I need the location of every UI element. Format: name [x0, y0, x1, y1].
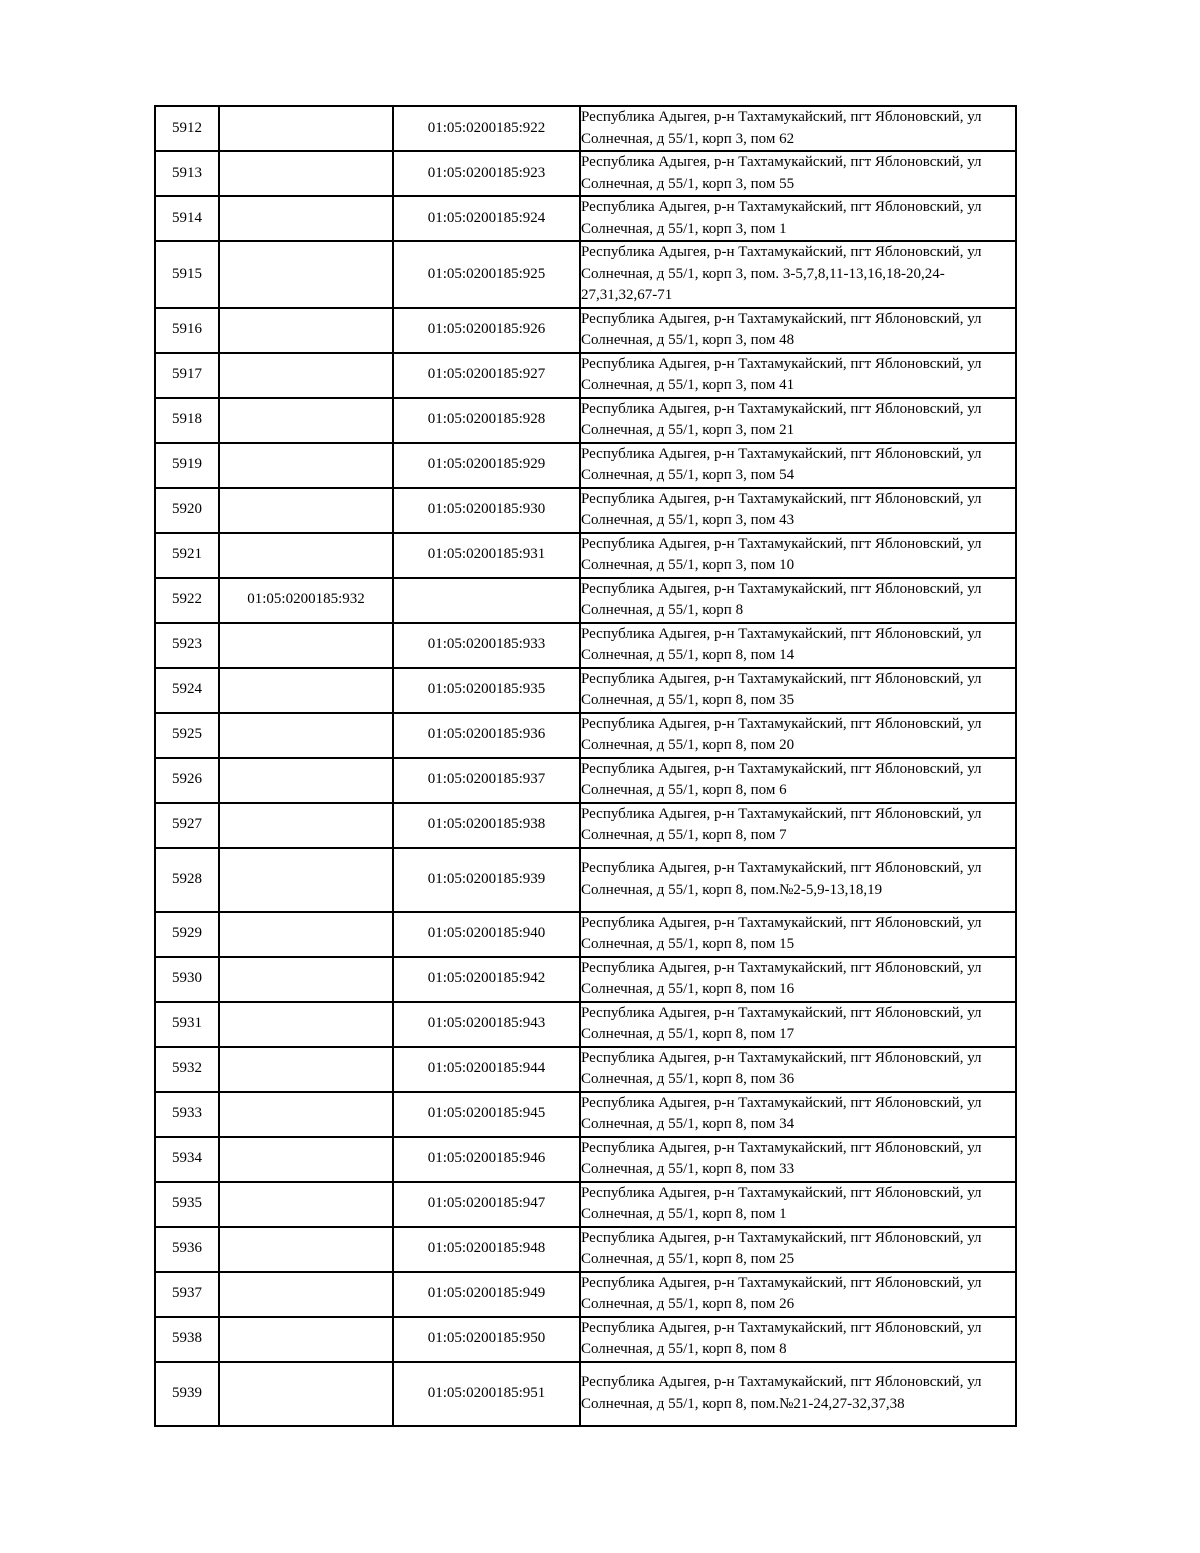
row-number-cell: 5931	[155, 1002, 219, 1047]
address-cell	[580, 151, 1016, 196]
table-row	[155, 443, 1016, 488]
row-number-cell: 5917	[155, 353, 219, 398]
table-row	[155, 196, 1016, 241]
address-text: Республика Адыгея, р-н Тахтамукайский, пгт Яблоновский, ул Солнечная, д 55/1, корп 3, пом 1	[581, 199, 982, 237]
address-cell	[580, 803, 1016, 848]
table-row	[155, 353, 1016, 398]
cadastral-number-cell: 01:05:0200185:939	[393, 848, 580, 912]
table-row	[155, 1047, 1016, 1092]
address-cell	[580, 443, 1016, 488]
parent-cadastral-cell	[219, 848, 393, 912]
parent-cadastral-cell	[219, 668, 393, 713]
row-number-cell: 5929	[155, 912, 219, 957]
cadastral-number-cell: 01:05:0200185:951	[393, 1362, 580, 1426]
parent-cadastral-cell: 01:05:0200185:932	[219, 578, 393, 623]
row-number-cell: 5923	[155, 623, 219, 668]
row-number-cell: 5918	[155, 398, 219, 443]
cadastral-number-cell: 01:05:0200185:950	[393, 1317, 580, 1362]
cadastral-number-cell: 01:05:0200185:931	[393, 533, 580, 578]
cadastral-number-cell: 01:05:0200185:923	[393, 151, 580, 196]
address-text: Республика Адыгея, р-н Тахтамукайский, пгт Яблоновский, ул Солнечная, д 55/1, корп 8, пом 35	[581, 670, 982, 708]
row-number-cell: 5930	[155, 957, 219, 1002]
table-row	[155, 1002, 1016, 1047]
parent-cadastral-cell	[219, 1272, 393, 1317]
parent-cadastral-cell	[219, 443, 393, 488]
row-number-cell: 5933	[155, 1092, 219, 1137]
table-row	[155, 623, 1016, 668]
address-text: Республика Адыгея, р-н Тахтамукайский, пгт Яблоновский, ул Солнечная, д 55/1, корп 8, пом 33	[581, 1139, 982, 1177]
address-text: Республика Адыгея, р-н Тахтамукайский, пгт Яблоновский, ул Солнечная, д 55/1, корп 8, пом 16	[581, 959, 982, 997]
parent-cadastral-cell	[219, 241, 393, 308]
cadastral-number-cell: 01:05:0200185:928	[393, 398, 580, 443]
table-row	[155, 713, 1016, 758]
cadastral-number-cell: 01:05:0200185:938	[393, 803, 580, 848]
row-number-cell: 5913	[155, 151, 219, 196]
table-row	[155, 668, 1016, 713]
cadastral-number-cell: 01:05:0200185:949	[393, 1272, 580, 1317]
parent-cadastral-cell	[219, 1002, 393, 1047]
cadastral-number-cell	[393, 578, 580, 623]
address-text: Республика Адыгея, р-н Тахтамукайский, пгт Яблоновский, ул Солнечная, д 55/1, корп 8, пом 20	[581, 715, 982, 753]
cadastral-number-cell: 01:05:0200185:943	[393, 1002, 580, 1047]
address-text: Республика Адыгея, р-н Тахтамукайский, пгт Яблоновский, ул Солнечная, д 55/1, корп 8, пом 34	[581, 1094, 982, 1132]
address-cell	[580, 106, 1016, 151]
row-number-cell: 5934	[155, 1137, 219, 1182]
address-text: Республика Адыгея, р-н Тахтамукайский, пгт Яблоновский, ул Солнечная, д 55/1, корп 8, пом.№2-5,9-13,18,19	[581, 860, 982, 898]
address-cell	[580, 758, 1016, 803]
cadastral-number-cell: 01:05:0200185:935	[393, 668, 580, 713]
cadastral-number-cell: 01:05:0200185:948	[393, 1227, 580, 1272]
address-cell	[580, 912, 1016, 957]
table-row	[155, 241, 1016, 308]
cadastral-number-cell: 01:05:0200185:947	[393, 1182, 580, 1227]
row-number-cell: 5914	[155, 196, 219, 241]
table-row	[155, 803, 1016, 848]
address-cell	[580, 398, 1016, 443]
row-number-cell: 5938	[155, 1317, 219, 1362]
table-row	[155, 1092, 1016, 1137]
parent-cadastral-cell	[219, 308, 393, 353]
parent-cadastral-cell	[219, 1047, 393, 1092]
address-cell	[580, 1047, 1016, 1092]
address-text: Республика Адыгея, р-н Тахтамукайский, пгт Яблоновский, ул Солнечная, д 55/1, корп 8, пом 25	[581, 1229, 982, 1267]
row-number-cell: 5939	[155, 1362, 219, 1426]
address-cell	[580, 1272, 1016, 1317]
address-cell	[580, 1137, 1016, 1182]
address-cell	[580, 308, 1016, 353]
table-row	[155, 106, 1016, 151]
cadastral-number-cell: 01:05:0200185:929	[393, 443, 580, 488]
row-number-cell: 5921	[155, 533, 219, 578]
address-cell	[580, 1002, 1016, 1047]
address-cell	[580, 196, 1016, 241]
address-cell	[580, 488, 1016, 533]
table-row	[155, 912, 1016, 957]
parent-cadastral-cell	[219, 1182, 393, 1227]
address-text: Республика Адыгея, р-н Тахтамукайский, пгт Яблоновский, ул Солнечная, д 55/1, корп 3, пом 41	[581, 355, 982, 393]
parent-cadastral-cell	[219, 912, 393, 957]
table-row	[155, 1137, 1016, 1182]
address-text: Республика Адыгея, р-н Тахтамукайский, пгт Яблоновский, ул Солнечная, д 55/1, корп 3, пом 48	[581, 310, 982, 348]
address-cell	[580, 957, 1016, 1002]
address-cell	[580, 1362, 1016, 1426]
address-cell	[580, 848, 1016, 912]
cadastral-number-cell: 01:05:0200185:930	[393, 488, 580, 533]
parent-cadastral-cell	[219, 398, 393, 443]
address-text: Республика Адыгея, р-н Тахтамукайский, пгт Яблоновский, ул Солнечная, д 55/1, корп 3, пом 54	[581, 445, 982, 483]
table-row	[155, 308, 1016, 353]
address-cell	[580, 1092, 1016, 1137]
address-text: Республика Адыгея, р-н Тахтамукайский, пгт Яблоновский, ул Солнечная, д 55/1, корп 8, пом 6	[581, 760, 982, 798]
address-text: Республика Адыгея, р-н Тахтамукайский, пгт Яблоновский, ул Солнечная, д 55/1, корп 3, пом 43	[581, 490, 982, 528]
cadastral-number-cell: 01:05:0200185:937	[393, 758, 580, 803]
address-cell	[580, 353, 1016, 398]
table-row	[155, 578, 1016, 623]
cadastral-number-cell: 01:05:0200185:927	[393, 353, 580, 398]
parent-cadastral-cell	[219, 1362, 393, 1426]
row-number-cell: 5922	[155, 578, 219, 623]
cadastral-number-cell: 01:05:0200185:925	[393, 241, 580, 308]
address-cell	[580, 668, 1016, 713]
parent-cadastral-cell	[219, 533, 393, 578]
address-cell	[580, 1227, 1016, 1272]
address-cell	[580, 578, 1016, 623]
table-row	[155, 758, 1016, 803]
cadastral-number-cell: 01:05:0200185:945	[393, 1092, 580, 1137]
cadastral-number-cell: 01:05:0200185:933	[393, 623, 580, 668]
parent-cadastral-cell	[219, 1317, 393, 1362]
address-text: Республика Адыгея, р-н Тахтамукайский, пгт Яблоновский, ул Солнечная, д 55/1, корп 8, пом 8	[581, 1319, 982, 1357]
row-number-cell: 5936	[155, 1227, 219, 1272]
row-number-cell: 5932	[155, 1047, 219, 1092]
table-row	[155, 1317, 1016, 1362]
table-row	[155, 533, 1016, 578]
address-text: Республика Адыгея, р-н Тахтамукайский, пгт Яблоновский, ул Солнечная, д 55/1, корп 3, пом. 3-5,7,8,11-13,16,18-20,24-27,31,32,67-71	[581, 244, 982, 303]
row-number-cell: 5937	[155, 1272, 219, 1317]
table-row	[155, 1182, 1016, 1227]
address-text: Республика Адыгея, р-н Тахтамукайский, пгт Яблоновский, ул Солнечная, д 55/1, корп 3, пом 10	[581, 535, 982, 573]
parent-cadastral-cell	[219, 957, 393, 1002]
address-text: Республика Адыгея, р-н Тахтамукайский, пгт Яблоновский, ул Солнечная, д 55/1, корп 8, пом.№21-24,27-32,37,38	[581, 1374, 982, 1412]
address-cell	[580, 713, 1016, 758]
row-number-cell: 5926	[155, 758, 219, 803]
address-text: Республика Адыгея, р-н Тахтамукайский, пгт Яблоновский, ул Солнечная, д 55/1, корп 3, пом 62	[581, 109, 982, 147]
address-text: Республика Адыгея, р-н Тахтамукайский, пгт Яблоновский, ул Солнечная, д 55/1, корп 8, пом 17	[581, 1004, 982, 1042]
row-number-cell: 5935	[155, 1182, 219, 1227]
address-text: Республика Адыгея, р-н Тахтамукайский, пгт Яблоновский, ул Солнечная, д 55/1, корп 8, пом 15	[581, 914, 982, 952]
address-text: Республика Адыгея, р-н Тахтамукайский, пгт Яблоновский, ул Солнечная, д 55/1, корп 8, пом 14	[581, 625, 982, 663]
row-number-cell: 5916	[155, 308, 219, 353]
parent-cadastral-cell	[219, 488, 393, 533]
parent-cadastral-cell	[219, 623, 393, 668]
table-row	[155, 1362, 1016, 1426]
parent-cadastral-cell	[219, 758, 393, 803]
row-number-cell: 5928	[155, 848, 219, 912]
address-text: Республика Адыгея, р-н Тахтамукайский, пгт Яблоновский, ул Солнечная, д 55/1, корп 8, пом 26	[581, 1274, 982, 1312]
parent-cadastral-cell	[219, 1227, 393, 1272]
address-text: Республика Адыгея, р-н Тахтамукайский, пгт Яблоновский, ул Солнечная, д 55/1, корп 8, пом 1	[581, 1184, 982, 1222]
table-row	[155, 1272, 1016, 1317]
address-text: Республика Адыгея, р-н Тахтамукайский, пгт Яблоновский, ул Солнечная, д 55/1, корп 3, пом 55	[581, 154, 982, 192]
cadastral-number-cell: 01:05:0200185:944	[393, 1047, 580, 1092]
cadastral-number-cell: 01:05:0200185:936	[393, 713, 580, 758]
row-number-cell: 5927	[155, 803, 219, 848]
parent-cadastral-cell	[219, 151, 393, 196]
address-text: Республика Адыгея, р-н Тахтамукайский, пгт Яблоновский, ул Солнечная, д 55/1, корп 8	[581, 580, 982, 618]
table-row	[155, 151, 1016, 196]
table-row	[155, 957, 1016, 1002]
cadastral-number-cell: 01:05:0200185:926	[393, 308, 580, 353]
parent-cadastral-cell	[219, 106, 393, 151]
parent-cadastral-cell	[219, 803, 393, 848]
cadastral-number-cell: 01:05:0200185:942	[393, 957, 580, 1002]
address-cell	[580, 241, 1016, 308]
row-number-cell: 5924	[155, 668, 219, 713]
address-text: Республика Адыгея, р-н Тахтамукайский, пгт Яблоновский, ул Солнечная, д 55/1, корп 3, пом 21	[581, 400, 982, 438]
address-cell	[580, 533, 1016, 578]
address-cell	[580, 1182, 1016, 1227]
parent-cadastral-cell	[219, 713, 393, 758]
parent-cadastral-cell	[219, 1092, 393, 1137]
cadastral-number-cell: 01:05:0200185:922	[393, 106, 580, 151]
row-number-cell: 5925	[155, 713, 219, 758]
table-row	[155, 848, 1016, 912]
table-row	[155, 488, 1016, 533]
address-text: Республика Адыгея, р-н Тахтамукайский, пгт Яблоновский, ул Солнечная, д 55/1, корп 8, пом 7	[581, 805, 982, 843]
parent-cadastral-cell	[219, 196, 393, 241]
row-number-cell: 5919	[155, 443, 219, 488]
address-cell	[580, 1317, 1016, 1362]
cadastral-table	[154, 105, 1017, 1427]
parent-cadastral-cell	[219, 1137, 393, 1182]
table-body	[155, 106, 1016, 1426]
cadastral-number-cell: 01:05:0200185:924	[393, 196, 580, 241]
parent-cadastral-cell	[219, 353, 393, 398]
row-number-cell: 5920	[155, 488, 219, 533]
cadastral-number-cell: 01:05:0200185:946	[393, 1137, 580, 1182]
cadastral-number-cell: 01:05:0200185:940	[393, 912, 580, 957]
address-text: Республика Адыгея, р-н Тахтамукайский, пгт Яблоновский, ул Солнечная, д 55/1, корп 8, пом 36	[581, 1049, 982, 1087]
row-number-cell: 5915	[155, 241, 219, 308]
table-row	[155, 1227, 1016, 1272]
table-row	[155, 398, 1016, 443]
address-cell	[580, 623, 1016, 668]
row-number-cell: 5912	[155, 106, 219, 151]
